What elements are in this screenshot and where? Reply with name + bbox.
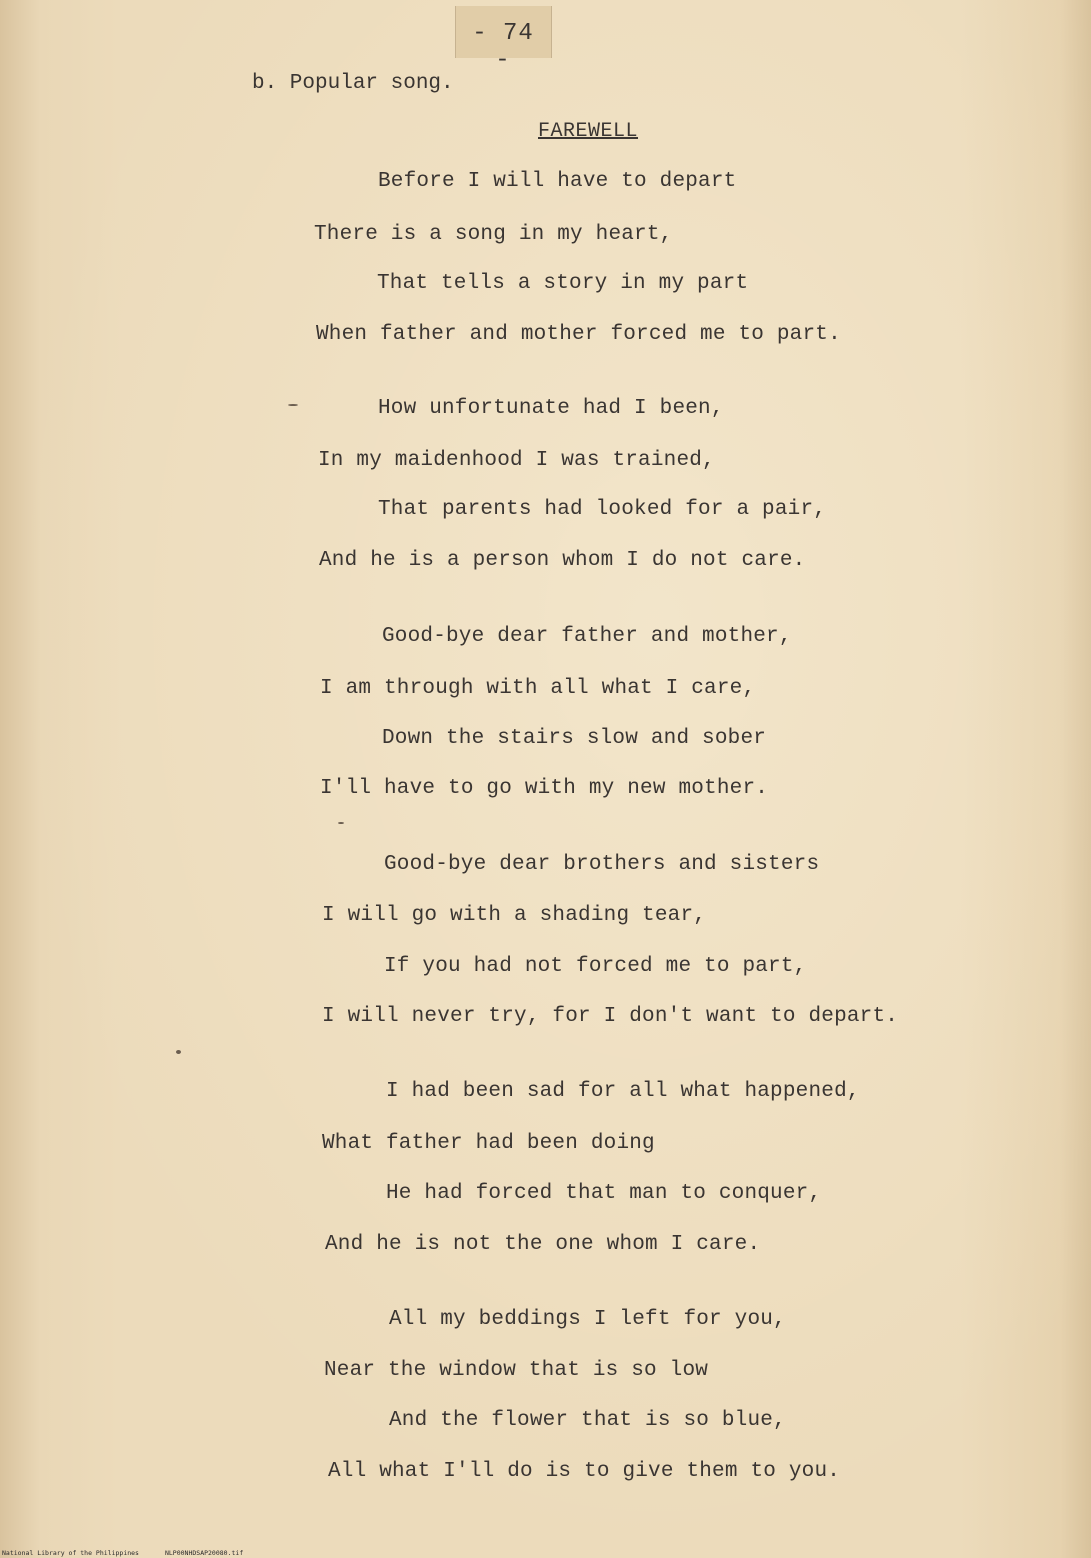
poem-line: That parents had looked for a pair, xyxy=(378,498,827,521)
poem-line: Down the stairs slow and sober xyxy=(382,727,767,750)
poem-line: Good-bye dear father and mother, xyxy=(382,625,792,648)
poem-line: I will never try, for I don't want to depart. xyxy=(322,1005,899,1028)
scan-footer xyxy=(2,1549,243,1557)
poem-line: Before I will have to depart xyxy=(378,170,737,193)
scan-speck xyxy=(338,822,344,824)
song-title: FAREWELL xyxy=(538,120,639,143)
poem-line: If you had not forced me to part, xyxy=(384,955,807,978)
poem-line: And the flower that is so blue, xyxy=(389,1409,786,1432)
poem-line: Near the window that is so low xyxy=(324,1359,709,1382)
poem-line: I am through with all what I care, xyxy=(320,677,756,700)
poem-line: Good-bye dear brothers and sisters xyxy=(384,853,820,876)
poem-line: He had forced that man to conquer, xyxy=(386,1182,822,1205)
footer-filename: NLP00NHDSAP20080.tif xyxy=(164,1549,244,1557)
poem-line: All what I'll do is to give them to you. xyxy=(328,1460,841,1483)
poem-line: And he is not the one whom I care. xyxy=(325,1233,761,1256)
section-heading: b. Popular song. xyxy=(252,72,454,95)
poem-line: In my maidenhood I was trained, xyxy=(318,449,715,472)
poem-line: When father and mother forced me to part. xyxy=(316,323,841,346)
page-number: - 74 - xyxy=(472,20,534,74)
poem-line: There is a song in my heart, xyxy=(314,223,673,246)
poem-line: What father had been doing xyxy=(322,1132,655,1155)
poem-line: All my beddings I left for you, xyxy=(389,1308,786,1331)
scan-speck xyxy=(176,1050,181,1054)
footer-library: National Library of the Philippines xyxy=(2,1549,139,1557)
scan-speck xyxy=(288,404,298,406)
poem-line: I'll have to go with my new mother. xyxy=(320,777,769,800)
poem-line: I will go with a shading tear, xyxy=(322,904,707,927)
poem-line: That tells a story in my part xyxy=(377,272,749,295)
poem-line: And he is a person whom I do not care. xyxy=(319,549,806,572)
poem-line: How unfortunate had I been, xyxy=(378,397,724,420)
poem-line: I had been sad for all what happened, xyxy=(386,1080,860,1103)
